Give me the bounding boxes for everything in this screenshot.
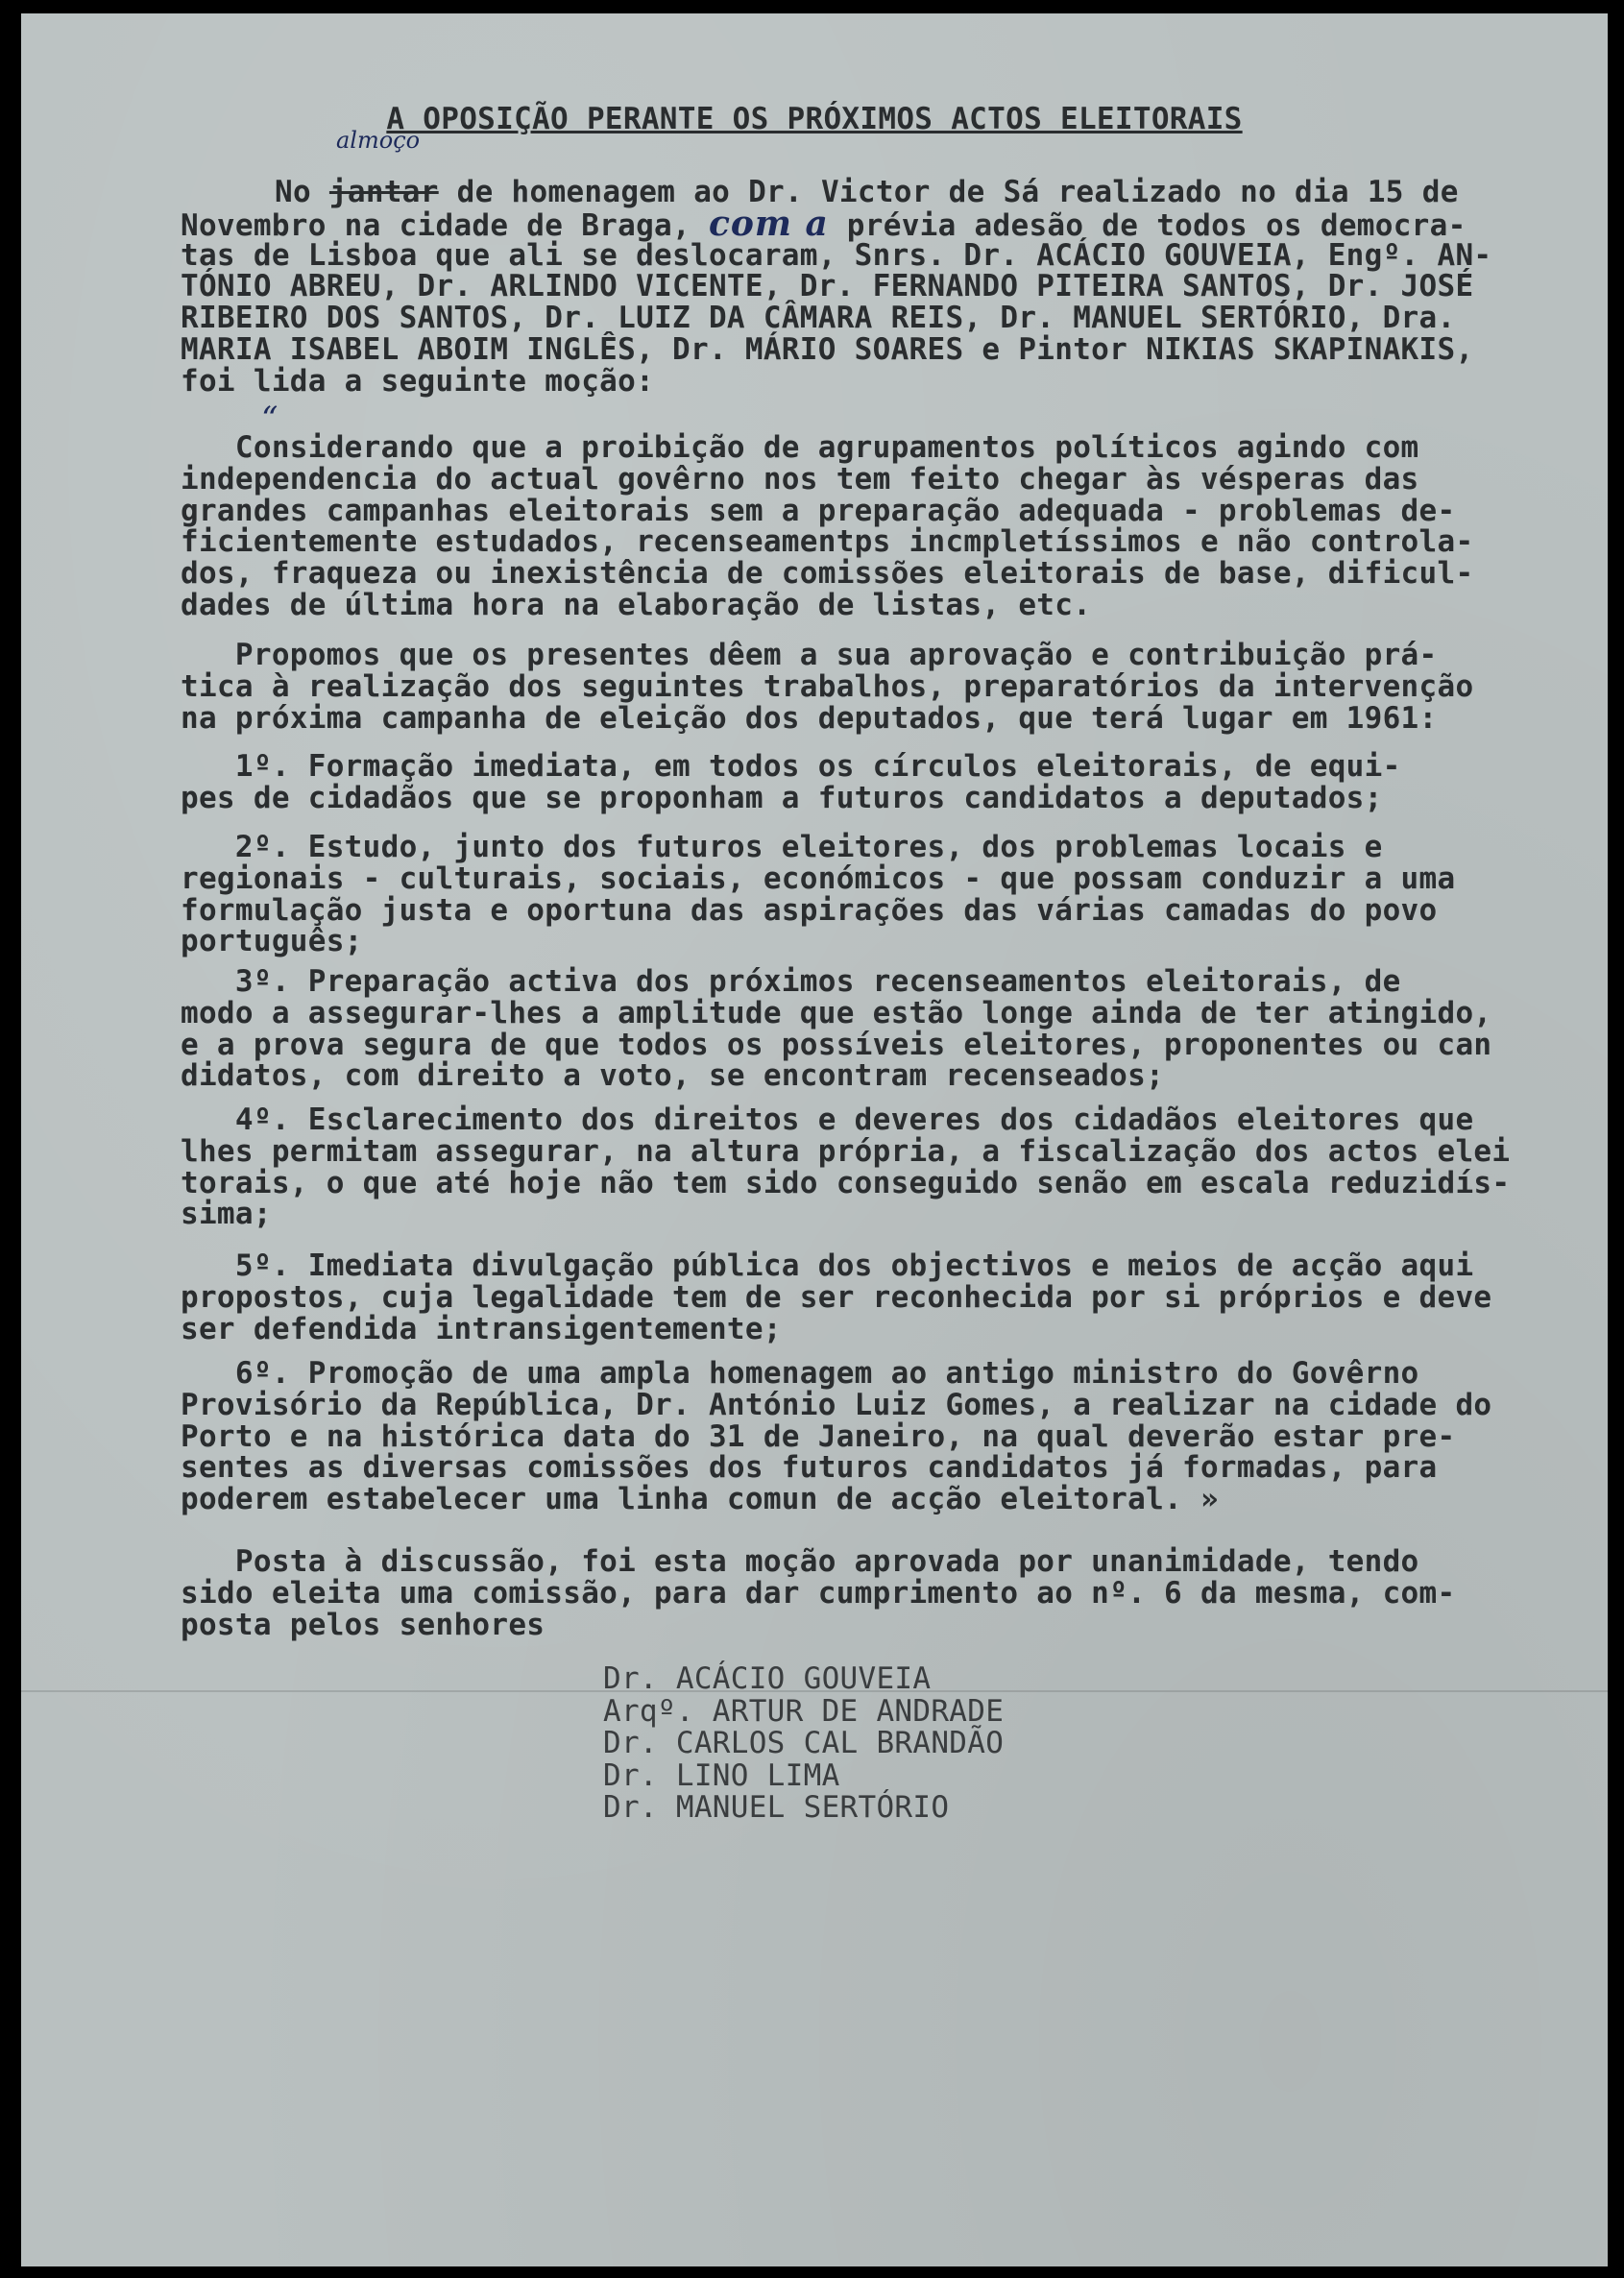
handwritten-quote-mark: “ xyxy=(261,400,279,438)
propomos-paragraph xyxy=(181,640,1583,734)
item-line: 2º. Estudo, junto dos futuros eleitores, dos problemas locais e xyxy=(181,830,1383,864)
item-line: 4º. Esclarecimento dos direitos e deveres dos cidadãos eleitores que xyxy=(181,1103,1474,1137)
commission-list xyxy=(603,1663,1004,1825)
intro-line: tas de Lisboa que ali se deslocaram, Snrs. Dr. ACÁCIO GOUVEIA, Engº. AN- xyxy=(181,237,1492,273)
commission-member: Dr. CARLOS CAL BRANDÃO xyxy=(603,1726,1005,1761)
commission-member: Dr. MANUEL SERTÓRIO xyxy=(603,1790,950,1826)
item-1 xyxy=(181,751,1583,814)
item-line: 5º. Imediata divulgação pública dos objectivos e meios de acção aqui xyxy=(181,1248,1474,1283)
item-line: torais, o que até hoje não tem sido conseguido senão em escala reduzidís- xyxy=(181,1165,1511,1200)
intro-line-1: No jantar de homenagem ao Dr. Victor de Sá realizado no dia 15 de xyxy=(275,175,1459,209)
considerando-line: grandes campanhas eleitorais sem a preparação adequada - problemas de- xyxy=(181,493,1456,528)
considerando-line: Considerando que a proibição de agrupamentos políticos agindo com xyxy=(181,430,1419,465)
item-line: regionais - culturais, sociais, económicos - que possam conduzir a uma xyxy=(181,860,1456,896)
item-line: formulação justa e oportuna das aspirações das várias camadas do povo xyxy=(181,892,1438,928)
item-line: sima; xyxy=(181,1197,272,1232)
propomos-line: tica à realização dos seguintes trabalhos, preparatórios da intervenção xyxy=(181,668,1474,704)
intro-line: foi lida a seguinte moção: xyxy=(181,363,655,399)
intro-paragraph xyxy=(181,177,1583,398)
item-line: modo a assegurar-lhes a amplitude que estão longe ainda de ter atingido, xyxy=(181,995,1492,1030)
item-line: português; xyxy=(181,924,363,959)
closing-line: Posta à discussão, foi esta moção aprovada por unanimidade, tendo xyxy=(181,1544,1419,1579)
handwritten-insertion-almoco: almoço xyxy=(336,127,421,154)
item-3 xyxy=(181,966,1583,1092)
item-line: 3º. Preparação activa dos próximos recenseamentos eleitorais, de xyxy=(181,964,1401,999)
considerando-line: ficientemente estudados, recenseamentps incmpletíssimos e não controla- xyxy=(181,524,1474,560)
item-line: didatos, com direito a voto, se encontram recenseados; xyxy=(181,1058,1165,1094)
item-line: 1º. Formação imediata, em todos os círculos eleitorais, de equi- xyxy=(181,749,1401,784)
considerando-line: independencia do actual govêrno nos tem feito chegar às vésperas das xyxy=(181,461,1419,497)
item-line: lhes permitam assegurar, na altura própria, a fiscalização dos actos elei xyxy=(181,1133,1511,1169)
considerando-paragraph xyxy=(181,432,1583,621)
item-line: e a prova segura de que todos os possíveis eleitores, proponentes ou can xyxy=(181,1027,1492,1062)
typed-document-page xyxy=(21,13,1608,2266)
propomos-line: Propomos que os presentes dêem a sua aprovação e contribuição prá- xyxy=(181,638,1438,672)
closing-line: sido eleita uma comissão, para dar cumprimento ao nº. 6 da mesma, com- xyxy=(181,1575,1456,1611)
item-4 xyxy=(181,1104,1583,1230)
item-5 xyxy=(181,1250,1583,1345)
item-line: Provisório da República, Dr. António Luiz Gomes, a realizar na cidade do xyxy=(181,1387,1492,1422)
document-title: A OPOSIÇÃO PERANTE OS PRÓXIMOS ACTOS ELEITORAIS xyxy=(386,102,1243,136)
closing-line: posta pelos senhores xyxy=(181,1607,545,1642)
intro-line: MARIA ISABEL ABOIM INGLÊS, Dr. MÁRIO SOARES e Pintor NIKIAS SKAPINAKIS, xyxy=(181,331,1474,367)
item-line: propostos, cuja legalidade tem de ser reconhecida por si próprios e deve xyxy=(181,1279,1492,1315)
closing-paragraph xyxy=(181,1546,1583,1640)
commission-member: Dr. LINO LIMA xyxy=(603,1757,840,1793)
handwritten-insertion-com-a: com a xyxy=(708,203,829,244)
intro-line: TÓNIO ABREU, Dr. ARLINDO VICENTE, Dr. FERNANDO PITEIRA SANTOS, Dr. JOSÉ xyxy=(181,269,1474,304)
intro-line: RIBEIRO DOS SANTOS, Dr. LUIZ DA CÂMARA REIS, Dr. MANUEL SERTÓRIO, Dra. xyxy=(181,301,1456,336)
item-line: sentes as diversas comissões dos futuros candidatos já formadas, para xyxy=(181,1450,1438,1486)
commission-member: Arqº. ARTUR DE ANDRADE xyxy=(603,1693,1005,1729)
struck-word-jantar: jantar xyxy=(328,175,439,209)
propomos-line: na próxima campanha de eleição dos deputados, que terá lugar em 1961: xyxy=(181,700,1438,736)
considerando-line: dades de última hora na elaboração de listas, etc. xyxy=(181,587,1092,622)
considerando-line: dos, fraqueza ou inexistência de comissões eleitorais de base, dificul- xyxy=(181,556,1474,592)
item-line: ser defendida intransigentemente; xyxy=(181,1311,782,1346)
item-line: 6º. Promoção de uma ampla homenagem ao antigo ministro do Govêrno xyxy=(181,1356,1419,1391)
item-line: pes de cidadãos que se proponham a futuros candidatos a deputados; xyxy=(181,780,1383,815)
intro-line-2: Novembro na cidade de Braga, com a prévia adesão de todos os democra- xyxy=(181,203,1466,244)
item-line: poderem estabelecer uma linha comun de acção eleitoral. » xyxy=(181,1482,1219,1517)
item-line: Porto e na histórica data do 31 de Janeiro, na qual deverão estar pre- xyxy=(181,1418,1456,1454)
commission-member: Dr. ACÁCIO GOUVEIA xyxy=(603,1661,932,1696)
item-6 xyxy=(181,1358,1583,1515)
item-2 xyxy=(181,832,1583,957)
